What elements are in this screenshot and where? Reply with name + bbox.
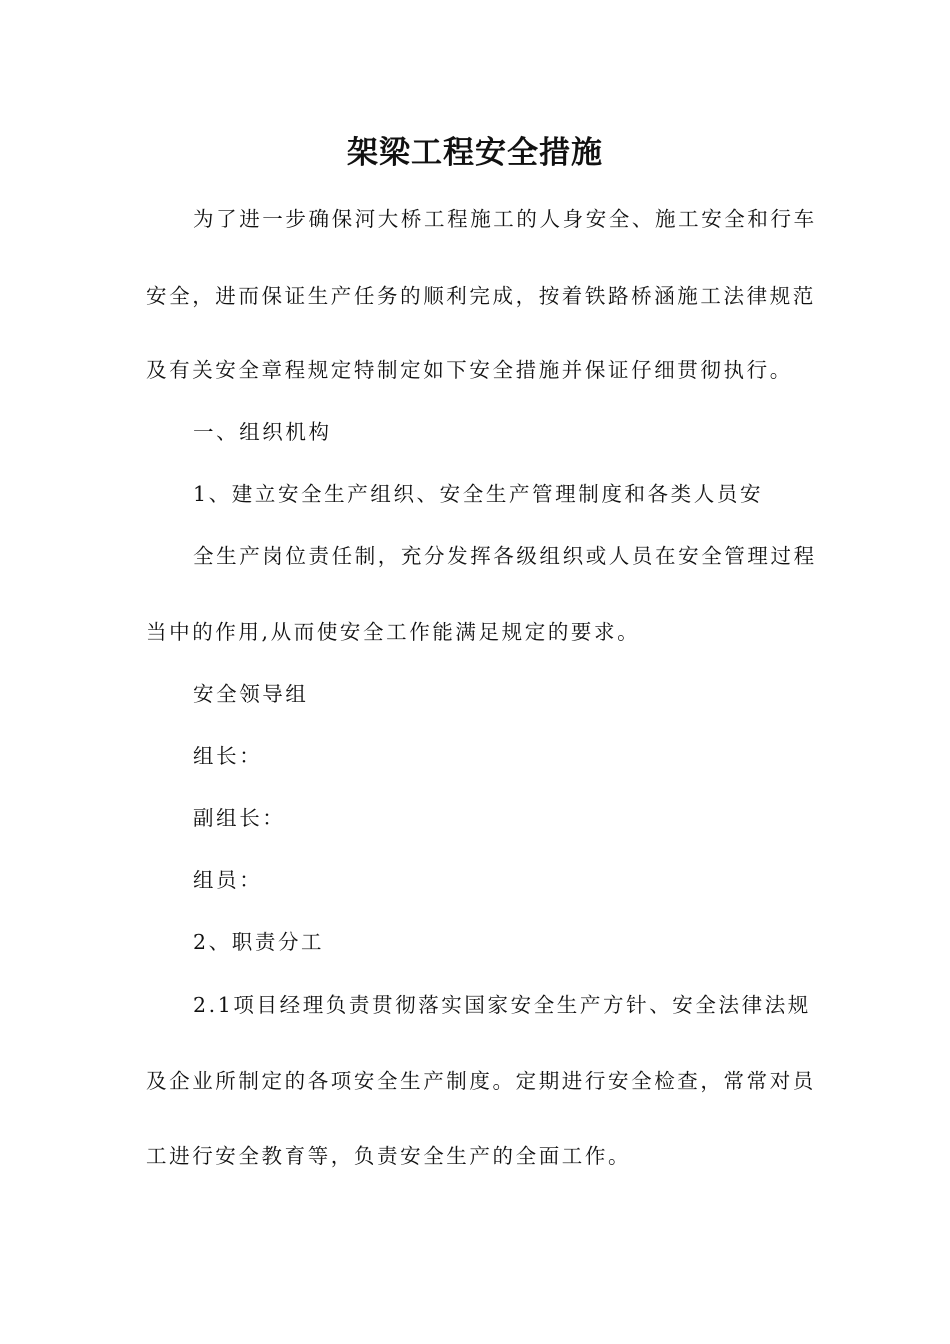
document-title: 架梁工程安全措施: [347, 135, 603, 171]
paragraph-line: 全生产岗位责任制，充分发挥各级组织或人员在安全管理过程: [193, 544, 817, 568]
deputy-leader-label: 副组长：: [193, 806, 286, 830]
leader-label: 组长：: [193, 744, 263, 768]
paragraph-line: 1、建立安全生产组织、安全生产管理制度和各类人员安: [193, 482, 764, 506]
paragraph-line: 安全，进而保证生产任务的顺利完成，按着铁路桥涵施工法律规范: [146, 284, 816, 308]
paragraph-line: 2.1项目经理负责贯彻落实国家安全生产方针、安全法律法规: [193, 993, 811, 1017]
section-heading: 2、职责分工: [193, 930, 325, 954]
subsection-heading: 安全领导组: [193, 682, 309, 706]
paragraph-line: 当中的作用,从而使安全工作能满足规定的要求。: [146, 620, 641, 644]
member-label: 组员：: [193, 868, 263, 892]
paragraph-line: 为了进一步确保河大桥工程施工的人身安全、施工安全和行车: [193, 207, 817, 231]
section-heading: 一、组织机构: [193, 420, 332, 444]
paragraph-line: 及企业所制定的各项安全生产制度。定期进行安全检查，常常对员: [146, 1069, 816, 1093]
paragraph-line: 及有关安全章程规定特制定如下安全措施并保证仔细贯彻执行。: [146, 358, 793, 382]
paragraph-line: 工进行安全教育等，负责安全生产的全面工作。: [146, 1144, 632, 1168]
